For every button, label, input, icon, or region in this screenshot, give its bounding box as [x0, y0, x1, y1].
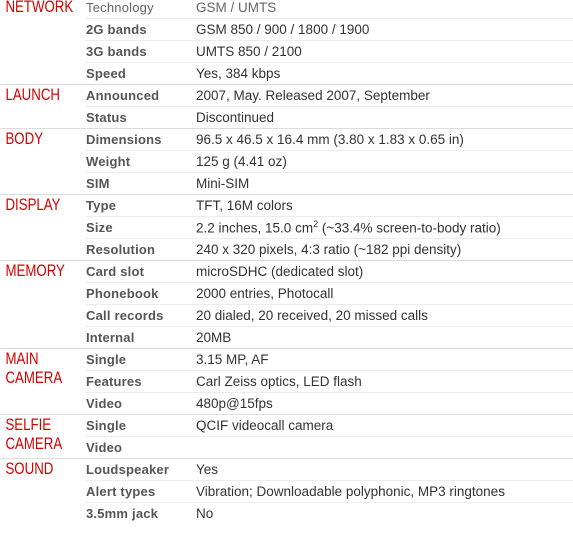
section-title: SELFIE CAMERA — [5, 415, 63, 453]
spec-label[interactable]: 2G bands — [86, 22, 147, 37]
spec-label[interactable]: Status — [86, 110, 127, 125]
section-title: MAIN CAMERA — [5, 349, 63, 387]
spec-label[interactable]: Phonebook — [86, 286, 159, 301]
section-rows — [86, 129, 573, 194]
section-rows — [86, 261, 573, 348]
spec-value: 480p@15fps — [196, 396, 273, 411]
spec-row — [86, 304, 573, 326]
spec-value: UMTS 850 / 2100 — [196, 44, 302, 59]
spec-label[interactable]: Weight — [86, 154, 131, 169]
spec-row — [86, 349, 573, 370]
spec-label[interactable]: Video — [86, 440, 123, 455]
spec-row — [86, 0, 573, 18]
spec-label[interactable]: SIM — [86, 176, 110, 191]
spec-row — [86, 18, 573, 40]
spec-label[interactable]: Resolution — [86, 242, 156, 257]
spec-value: Mini-SIM — [196, 176, 250, 191]
spec-value: Vibration; Downloadable polyphonic, MP3 ringtones — [196, 484, 505, 499]
spec-value: Carl Zeiss optics, LED flash — [196, 374, 362, 389]
spec-row — [86, 172, 573, 194]
spec-value-superscript: 2 — [313, 219, 319, 230]
spec-label[interactable]: Type — [86, 198, 117, 213]
spec-label[interactable]: Announced — [86, 88, 160, 103]
spec-value: 20MB — [196, 330, 232, 345]
spec-row — [86, 238, 573, 260]
spec-section-sound — [0, 459, 573, 524]
spec-row — [86, 150, 573, 172]
spec-label[interactable]: 3.5mm jack — [86, 506, 159, 521]
section-title: DISPLAY — [5, 195, 61, 214]
spec-row — [86, 282, 573, 304]
spec-label[interactable]: Single — [86, 418, 127, 433]
spec-section-selfie-camera — [0, 415, 573, 459]
spec-label[interactable]: Internal — [86, 330, 135, 345]
spec-value: 240 x 320 pixels, 4:3 ratio (~182 ppi density) — [196, 242, 462, 257]
spec-value: Yes — [196, 462, 219, 477]
spec-value: 96.5 x 46.5 x 16.4 mm (3.80 x 1.83 x 0.65 in) — [196, 132, 464, 147]
spec-row — [86, 392, 573, 414]
spec-label[interactable]: Video — [86, 396, 123, 411]
spec-row — [86, 62, 573, 84]
spec-row — [86, 216, 573, 238]
section-title: LAUNCH — [5, 85, 60, 104]
spec-section-main-camera — [0, 349, 573, 415]
spec-value: GSM 850 / 900 / 1800 / 1900 — [196, 22, 370, 37]
spec-value: TFT, 16M colors — [196, 198, 293, 213]
spec-value: QCIF videocall camera — [196, 418, 334, 433]
spec-row — [86, 129, 573, 150]
section-rows — [86, 415, 573, 458]
spec-section-launch — [0, 85, 573, 129]
spec-row — [86, 370, 573, 392]
spec-section-body — [0, 129, 573, 195]
spec-value-text: (~33.4% screen-to-body ratio) — [318, 220, 501, 236]
spec-label[interactable]: Dimensions — [86, 132, 162, 147]
spec-section-memory — [0, 261, 573, 349]
spec-value: 2000 entries, Photocall — [196, 286, 334, 301]
spec-row — [86, 459, 573, 480]
section-title: NETWORK — [5, 0, 74, 16]
section-rows — [86, 349, 573, 414]
spec-row — [86, 106, 573, 128]
spec-row — [86, 480, 573, 502]
spec-row — [86, 85, 573, 106]
spec-value: Discontinued — [196, 110, 275, 125]
spec-label[interactable]: Technology — [86, 0, 154, 15]
spec-value: 2007, May. Released 2007, September — [196, 88, 430, 103]
spec-label[interactable]: Single — [86, 352, 127, 367]
spec-label[interactable]: Features — [86, 374, 142, 389]
spec-section-display — [0, 195, 573, 261]
spec-value: microSDHC (dedicated slot) — [196, 264, 364, 279]
section-title: MEMORY — [5, 261, 65, 280]
spec-label[interactable]: Card slot — [86, 264, 145, 279]
spec-row — [86, 436, 573, 458]
section-rows — [86, 85, 573, 128]
spec-value: 20 dialed, 20 received, 20 missed calls — [196, 308, 428, 323]
section-rows — [86, 0, 573, 84]
spec-row — [86, 261, 573, 282]
spec-value-text: 2.2 inches, 15.0 cm — [196, 220, 314, 236]
section-rows — [86, 459, 573, 524]
spec-value: GSM / UMTS — [196, 0, 277, 15]
spec-value: Yes, 384 kbps — [196, 66, 281, 81]
spec-label[interactable]: Loudspeaker — [86, 462, 170, 477]
spec-row — [86, 502, 573, 524]
spec-value: 3.15 MP, AF — [196, 352, 269, 367]
spec-section-network — [0, 0, 573, 85]
spec-row — [86, 326, 573, 348]
section-rows — [86, 195, 573, 260]
section-title: BODY — [5, 129, 44, 148]
spec-value: No — [196, 506, 214, 521]
spec-value — [196, 219, 501, 236]
spec-label[interactable]: Speed — [86, 66, 127, 81]
spec-label[interactable]: Alert types — [86, 484, 156, 499]
spec-label[interactable]: Call records — [86, 308, 164, 323]
spec-row — [86, 40, 573, 62]
section-title: SOUND — [5, 459, 54, 478]
spec-row — [86, 415, 573, 436]
spec-value: 125 g (4.41 oz) — [196, 154, 287, 169]
spec-label[interactable]: 3G bands — [86, 44, 147, 59]
spec-label[interactable]: Size — [86, 220, 113, 235]
spec-row — [86, 195, 573, 216]
